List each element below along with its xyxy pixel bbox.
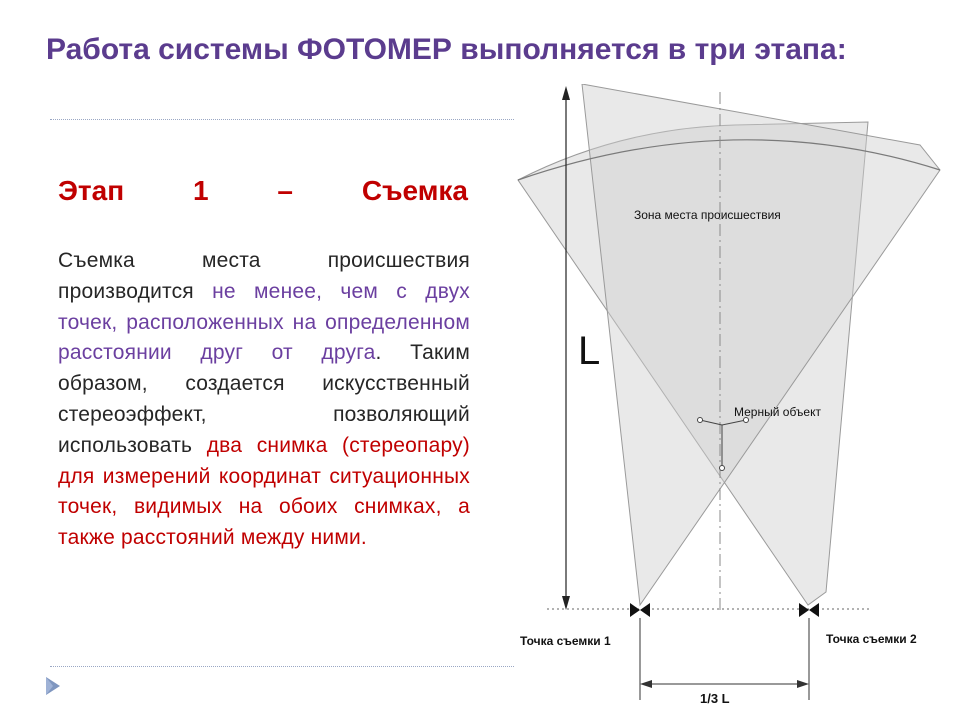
- top-divider: [50, 119, 514, 120]
- base-arrow-right-icon: [797, 680, 809, 688]
- stage-description: [58, 246, 470, 554]
- base-arrow-left-icon: [640, 680, 652, 688]
- dimension-arrow-top-icon: [562, 86, 570, 100]
- stage-heading: [58, 175, 468, 207]
- description-part-4: два снимка (стереопару) для измерений координат ситуационных точек, видимых на обоих снимках, а также расстояний между ними.: [58, 433, 471, 550]
- description-part-2: не менее, чем с двух точек, расположенных на определенном расстоянии друг от друга: [58, 279, 471, 365]
- slide-title: Работа системы ФОТОМЕР выполняется в три этапа:: [46, 33, 847, 66]
- measure-object-point-icon: [698, 418, 703, 423]
- bottom-divider: [50, 666, 514, 667]
- stage-heading-number: 1: [192, 175, 209, 206]
- description-part-1: Съемка места происшествия производится: [58, 249, 470, 303]
- photo-survey-diagram: [514, 84, 960, 720]
- dimension-arrow-bottom-icon: [562, 596, 570, 610]
- stage-heading-word: Этап: [58, 175, 125, 206]
- description-part-3: . Таким образом, создается искусственный стереоэффект, позволяющий использовать: [58, 341, 470, 457]
- measure-object-label: Мерный объект: [734, 405, 821, 419]
- zone-label: Зона места происшествия: [634, 208, 781, 222]
- distance-label: L: [578, 329, 601, 373]
- point-2-label: Точка съемки 2: [826, 632, 917, 646]
- camera-2-icon: [799, 603, 819, 617]
- base-label: 1/3 L: [700, 691, 730, 706]
- stage-heading-name: Съемка: [361, 175, 468, 206]
- next-slide-arrow-icon[interactable]: [44, 676, 62, 696]
- point-1-label: Точка съемки 1: [520, 634, 611, 648]
- measure-object-point-icon: [720, 466, 725, 471]
- stage-heading-dash: –: [277, 175, 293, 206]
